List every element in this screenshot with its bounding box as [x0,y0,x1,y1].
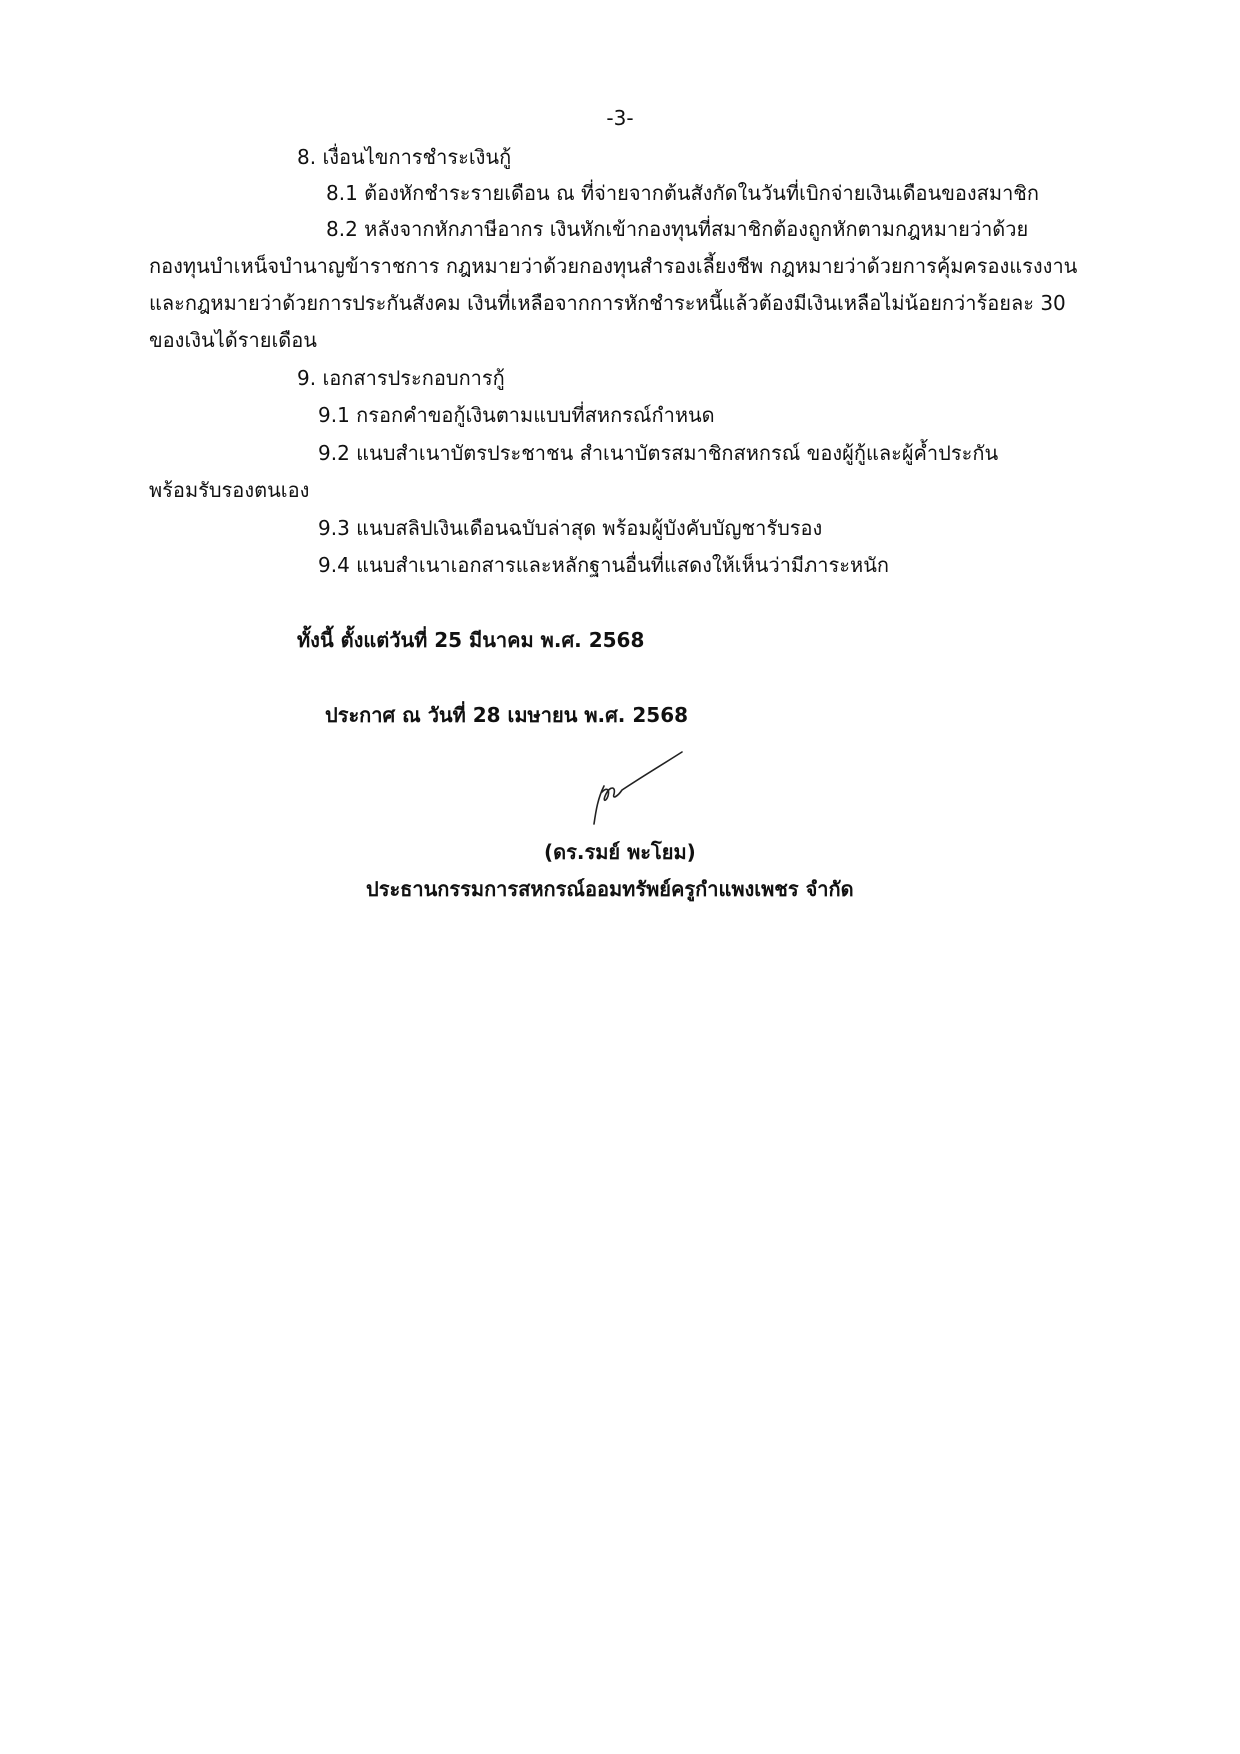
section-9-2-line1: 9.2 แนบสำเนาบัตรประชาชน สำเนาบัตรสมาชิกสหกรณ์ ของผู้กู้และผู้ค้ำประกัน [318,441,999,465]
section-9-1: 9.1 กรอกคำขอกู้เงินตามแบบที่สหกรณ์กำหนด [318,403,715,427]
section-8-1: 8.1 ต้องหักชำระรายเดือน ณ ที่จ่ายจากต้นสังกัดในวันที่เบิกจ่ายเงินเดือนของสมาชิก [326,181,1039,205]
section-8-2-line4: ของเงินได้รายเดือน [149,328,317,352]
section-8-2-line2: กองทุนบำเหน็จบำนาญข้าราชการ กฎหมายว่าด้วยกองทุนสำรองเลี้ยงชีพ กฎหมายว่าด้วยการคุ้มครองแรงงาน [149,254,1078,278]
announcement-date: ประกาศ ณ วันที่ 28 เมษายน พ.ศ. 2568 [325,703,689,727]
page-number: -3- [606,106,634,130]
signature-icon [590,750,690,830]
signatory-position: ประธานกรรมการสหกรณ์ออมทรัพย์ครูกำแพงเพชร จำกัด [366,877,854,901]
section-9-2-line2: พร้อมรับรองตนเอง [149,478,310,502]
section-8-2-line1: 8.2 หลังจากหักภาษีอากร เงินหักเข้ากองทุนที่สมาชิกต้องถูกหักตามกฎหมายว่าด้วย [326,217,1029,241]
section-9-4: 9.4 แนบสำเนาเอกสารและหลักฐานอื่นที่แสดงให้เห็นว่ามีภาระหนัก [318,553,889,577]
section-9-3: 9.3 แนบสลิปเงินเดือนฉบับล่าสุด พร้อมผู้บังคับบัญชารับรอง [318,516,823,540]
effective-date: ทั้งนี้ ตั้งแต่วันที่ 25 มีนาคม พ.ศ. 2568 [297,628,645,652]
section-8-2-line3: และกฎหมายว่าด้วยการประกันสังคม เงินที่เหลือจากการหักชำระหนี้แล้วต้องมีเงินเหลือไม่น้อยกว่าร้อยละ 30 [149,291,1066,315]
signatory-name: (ดร.รมย์ พะโยม) [544,840,696,864]
section-9-heading: 9. เอกสารประกอบการกู้ [297,366,505,390]
section-8-heading: 8. เงื่อนไขการชำระเงินกู้ [297,145,512,169]
